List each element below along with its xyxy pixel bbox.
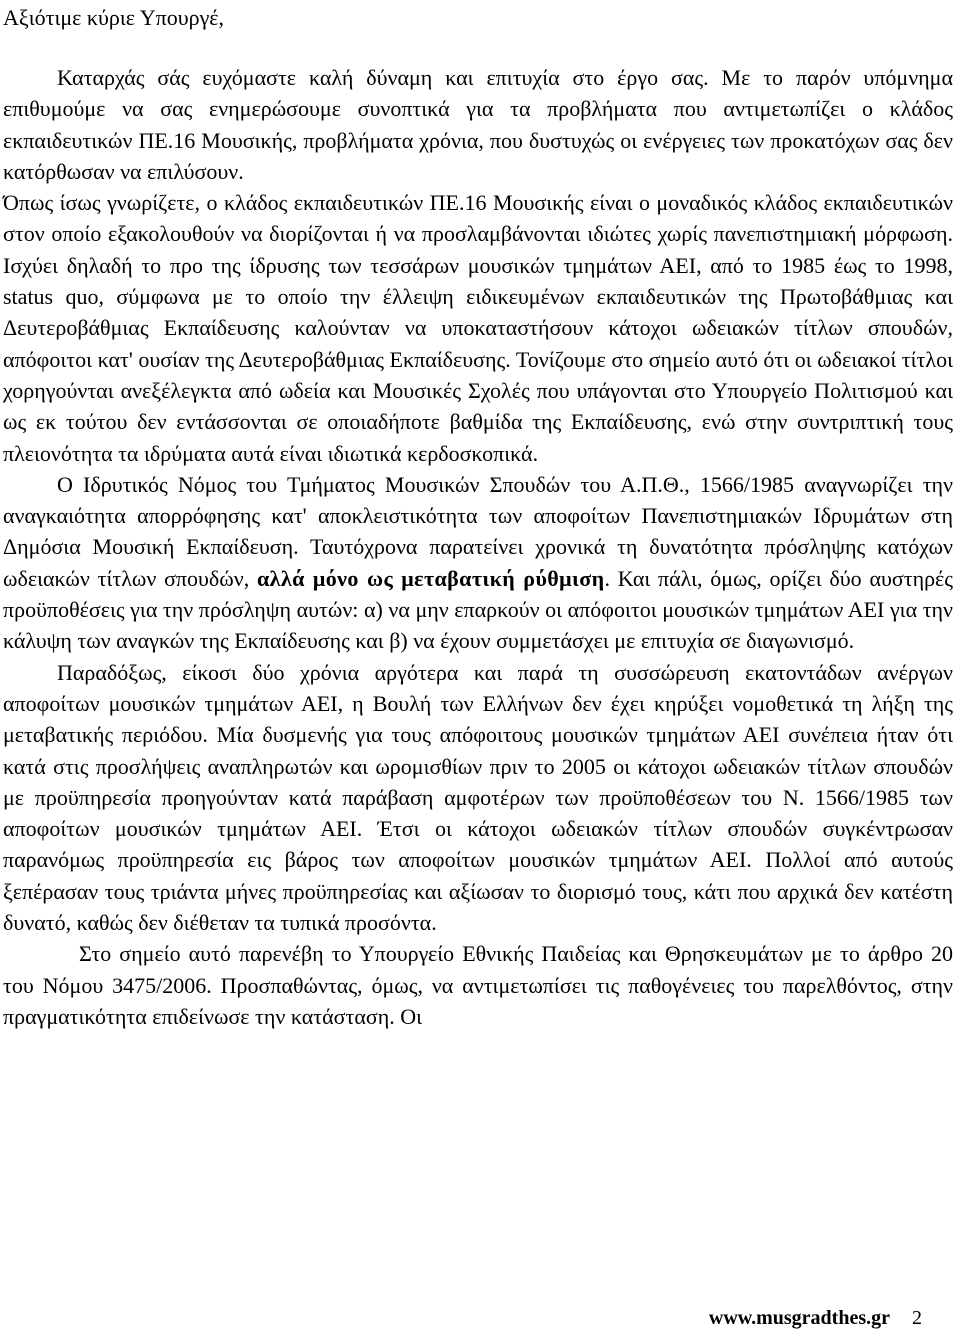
- paragraph-2: Όπως ίσως γνωρίζετε, ο κλάδος εκπαιδευτικών ΠΕ.16 Μουσικής είναι ο μοναδικός κλάδος εκπαιδευτικών στον οποίο εξακολουθούν να διορίζονται ή να προσλαμβάνονται ιδιώτες χωρίς πανεπιστημιακή μόρφωση. Ισχύει δηλαδή το προ της ίδρυσης των τεσσάρων μουσικών τμημάτων ΑΕΙ, από το 1985 έως το 1998, status quo, σύμφωνα με το οποίο την έλλειψη ειδικευμένων εκπαιδευτικών της Πρωτοβάθμιας και Δευτεροβάθμιας Εκπαίδευσης καλούνταν να υποκαταστήσουν κάτοχοι ωδειακών τίτλων σπουδών, απόφοιτοι κατ' ουσίαν της Δευτεροβάθμιας Εκπαίδευσης. Τονίζουμε στο σημείο αυτό ότι οι ωδειακοί τίτλοι χορηγούνται ανεξέλεγκτα από ωδεία και Μουσικές Σχολές που υπάγονται στο Υπουργείο Πολιτισμού και ως εκ τούτου δεν εντάσσονται σε οποιαδήποτε βαθμίδα της Εκπαίδευσης, ενώ στην συντριπτική τους πλειονότητα τα ιδρύματα αυτά είναι ιδιωτικά κερδοσκοπικά.: [3, 190, 953, 466]
- paragraph-4: Παραδόξως, είκοσι δύο χρόνια αργότερα και παρά τη συσσώρευση εκατοντάδων ανέργων αποφοίτων μουσικών τμημάτων ΑΕΙ, η Βουλή των Ελλήνων δεν έχει κηρύξει νομοθετικά τη λήξη της μεταβατικής περιόδου. Μία δυσμενής για τους απόφοιτους μουσικών τμημάτων ΑΕΙ συνέπεια ήταν ότι κατά στις προσλήψεις αναπληρωτών και ωρομισθίων πριν το 2005 οι κάτοχοι ωδειακών τίτλων σπουδών με προϋπηρεσία προηγούνταν κατά παράβαση αμφοτέρων των προϋποθέσεων του Ν. 1566/1985 των αποφοίτων μουσικών τμημάτων ΑΕΙ. Έτσι οι κάτοχοι ωδειακών τίτλων σπουδών συγκέντρωσαν παρανόμως προϋπηρεσία εις βάρος των αποφοίτων μουσικών τμημάτων ΑΕΙ. Πολλοί από αυτούς ξεπέρασαν τους τριάντα μήνες προϋπηρεσίας και αξίωσαν το διορισμό τους, κάτι που αρχικά δεν κατέστη δυνατό, καθώς δεν διέθεταν τα τυπικά προσόντα.: [3, 659, 953, 936]
- paragraph-3-text-before: Ο Ιδρυτικός Νόμος του Τμήματος Μουσικών Σπουδών του Α.Π.Θ., 1566/1985 αναγνωρίζει την αναγκαιότητα απορρόφησης κατ' αποκλειστικότητα των αποφοίτων Πανεπιστημιακών Ιδρυμάτων στη Δημόσια Μουσική Εκπαίδευση. Ταυτόχρονα παρατείνει χρονικά τη δυνατότητα πρόσληψης κατόχων ωδειακών τίτλων σπουδών,: [3, 471, 953, 591]
- page-number: 2: [912, 1307, 922, 1329]
- paragraph-3: [3, 469, 953, 657]
- page-footer: [709, 1306, 922, 1330]
- paragraph-3-bold-phrase: αλλά μόνο ως μεταβατική ρύθμιση: [256, 565, 605, 591]
- paragraph-3-text-after: . Και πάλι, όμως, ορίζει δύο αυστηρές προϋποθέσεις για την πρόσληψη αυτών: α) να μην επαρκούν οι απόφοιτοι μουσικών τμημάτων ΑΕΙ για την κάλυψη των αναγκών της Εκπαίδευσης και β) να έχουν συμμετάσχει με επιτυχία σε διαγωνισμό.: [3, 565, 953, 654]
- document-page: [3, 0, 953, 1032]
- paragraph-1: Καταρχάς σάς ευχόμαστε καλή δύναμη και επιτυχία στο έργο σας. Με το παρόν υπόμνημα επιθυμούμε να σας ενημερώσουμε συνοπτικά για τα προβλήματα που αντιμετωπίζει ο κλάδος εκπαιδευτικών ΠΕ.16 Μουσικής, προβλήματα χρόνια, που δυστυχώς οι ενέργειες των προκατόχων σας δεν κατόρθωσαν να επιλύσουν.: [3, 65, 953, 184]
- salutation: Αξιότιμε κύριε Υπουργέ,: [3, 5, 225, 30]
- footer-url: www.musgradthes.gr: [708, 1307, 890, 1329]
- spacer: [3, 32, 953, 62]
- paragraph-5: Στο σημείο αυτό παρενέβη το Υπουργείο Εθνικής Παιδείας και Θρησκευμάτων με το άρθρο 20 του Νόμου 3475/2006. Προσπαθώντας, όμως, να αντιμετωπίσει τις παθογένειες του παρελθόντος, στην πραγματικότητα επιδείνωσε την κατάσταση. Οι: [3, 941, 953, 1029]
